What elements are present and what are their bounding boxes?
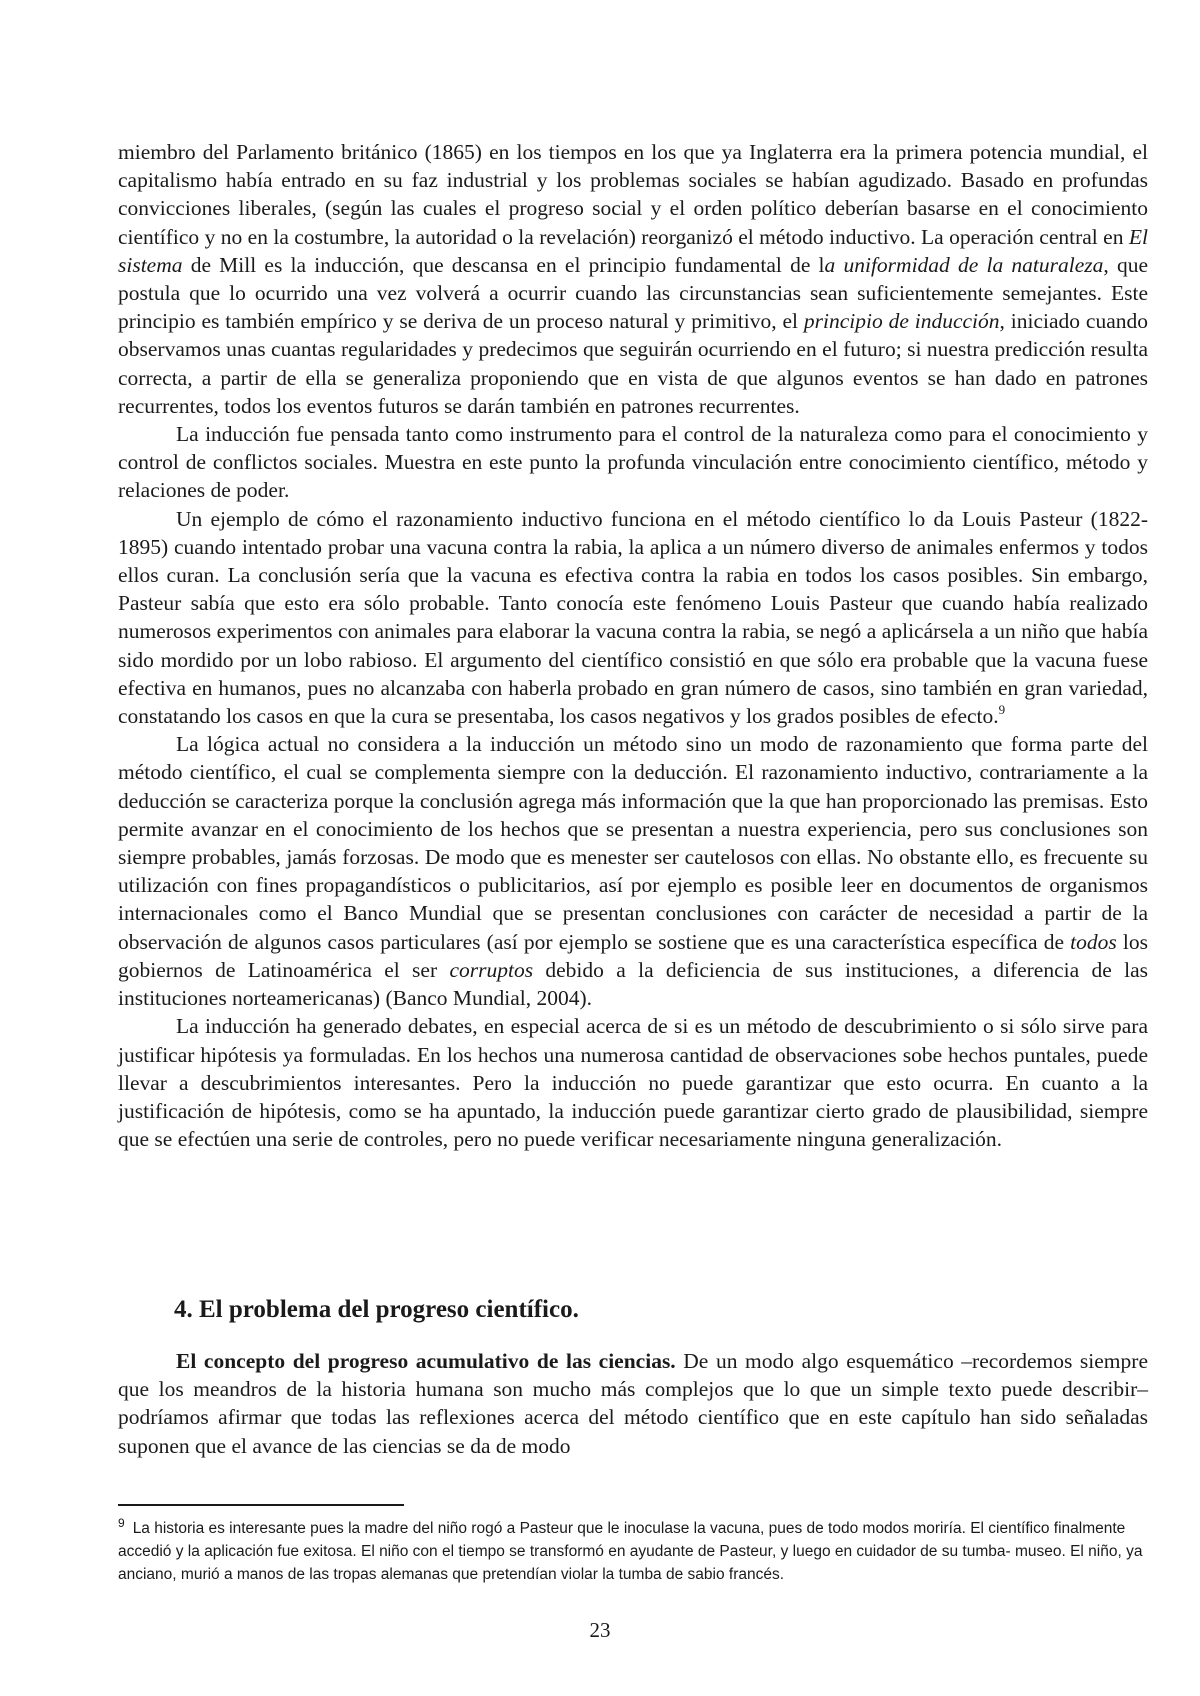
italic-todos: todos <box>1070 929 1117 954</box>
paragraph-pasteur-example: Un ejemplo de cómo el razonamiento inductivo funciona en el método científico lo da Louis Pasteur (1822- 1895) cuando intentado probar una vacuna contra la rabia, la aplica a un número diverso de animales enfermos y todos ellos curan. La conclusión sería que la vacuna es efectiva contra la rabia en todos los casos posibles. Sin embargo, Pasteur sabía que esto era sólo probable. Tanto conocía este fenómeno Louis Pasteur que cuando había realizado numerosos experimentos con animales para elaborar la vacuna contra la rabia, se negó a aplicársela a un niño que había sido mordido por un lobo rabioso. El argumento del científico consistió en que sólo era probable que la vacuna fuese efectiva en humanos, pues no alcanzaba con haberla probado en gran número de casos, sino también en gran variedad, constatando los casos en que la cura se presentaba, los casos negativos y los grados posibles de efecto.$^9$ <box>118 506 1148 729</box>
italic-uniformidad: a uniformidad de la naturaleza <box>824 252 1104 277</box>
footnote-divider <box>118 1504 404 1506</box>
footnote <box>118 1517 1148 1586</box>
paragraph-mill-induction: miembro del Parlamento británico (1865) en los tiempos en los que ya Inglaterra era la primera potencia mundial, el capitalismo había entrado en su faz industrial y los problemas sociales se habían agudizado. Basado en profundas convicciones liberales, (según las cuales el progreso social y el orden político deberían basarse en el conocimiento científico y no en la costumbre, la autoridad o la revelación) reorganizó el método inductivo. La operación central en El sistema de Mill es la inducción, que descansa en el principio fundamental de la uniformidad de la naturaleza, que postula que lo ocurrido una vez volverá a ocurrir cuando las circunstancias sean suficientemente semejantes. Este principio es también empírico y se deriva de un proceso natural y primitivo, el principio de inducción, iniciado cuando observamos unas cuantas regularidades y predecimos que seguirán ocurriendo en el futuro; si nuestra predicción resulta correcta, a partir de ella se generaliza proponiendo que en vista de que algunos eventos se han dado en patrones recurrentes, todos los eventos futuros se darán también en patrones recurrentes. <box>118 140 1148 418</box>
paragraph-progress-concept: El concepto del progreso acumulativo de las ciencias. De un modo algo esquemático –recordemos siempre que los meandros de la historia humana son mucho más complejos que lo que un simple texto puede describir– podríamos afirmar que todas las reflexiones acerca del método científico que en este capítulo han sido señaladas suponen que el avance de las ciencias se da de modo <box>118 1349 1148 1458</box>
page-number: 23 <box>589 1618 611 1642</box>
italic-el-sistema: El sistema <box>118 224 1148 277</box>
footnote-text: La historia es interesante pues la madre del niño rogó a Pasteur que le inoculase la vacuna, pues de todo modos moriría. El científico finalmente accedió y la aplicación fue exitosa. El niño con el tiempo se transformó en ayudante de Pasteur, y luego en cuidador de su tumba- museo. El niño, ya anciano, murió a manos de las tropas alemanas que pretendían violar la tumba de sabio francés. <box>118 1520 1143 1583</box>
footnote-reference[interactable]: 9 <box>998 702 1006 718</box>
body-text <box>118 138 1148 1153</box>
paragraph-induction-control: La inducción fue pensada tanto como instrumento para el control de la naturaleza como para el conocimiento y control de conflictos sociales. Muestra en este punto la profunda vinculación entre conocimiento científico, método y relaciones de poder. <box>118 422 1148 503</box>
italic-corruptos: corruptos <box>449 957 534 982</box>
footnote-number: 9 <box>118 1516 125 1530</box>
paragraph-induction-debates: La inducción ha generado debates, en especial acerca de si es un método de descubrimiento o si sólo sirve para justificar hipótesis ya formuladas. En los hechos una numerosa cantidad de observaciones sobe hechos puntales, puede llevar a descubrimientos interesantes. Pero la inducción no puede garantizar que esto ocurra. En cuanto a la justificación de hipótesis, como se ha apuntado, la inducción puede garantizar cierto grado de plausibilidad, siempre que se efectúen una serie de controles, pero no puede verificar necesariamente ninguna generalización. <box>118 1014 1148 1152</box>
bold-lead-phrase: El concepto del progreso acumulativo de las ciencias. <box>176 1349 676 1373</box>
paragraph-modern-logic: La lógica actual no considera a la inducción un método sino un modo de razonamiento que forma parte del método científico, el cual se complementa siempre con la deducción. El razonamiento inductivo, contrariamente a la deducción se caracteriza porque la conclusión agrega más información que la que han proporcionado las premisas. Esto permite avanzar en el conocimiento de los hechos que se presentan a nuestra experiencia, pero sus conclusiones son siempre probables, jamás forzosas. De modo que es menester ser cautelosos con ellas. No obstante ello, es frecuente su utilización con fines propagandísticos o publicitarios, así por ejemplo es posible leer en documentos de organismos internacionales como el Banco Mundial que se presentan conclusiones con carácter de necesidad a partir de la observación de algunos casos particulares (así por ejemplo se sostiene que es una característica específica de todos los gobiernos de Latinoamérica el ser corruptos debido a la deficiencia de sus instituciones, a diferencia de las instituciones norteamericanas) (Banco Mundial, 2004). <box>118 732 1148 1011</box>
italic-principio-induccion: principio de inducción <box>803 309 1000 334</box>
section-heading: 4. El problema del progreso científico. <box>174 1296 579 1323</box>
